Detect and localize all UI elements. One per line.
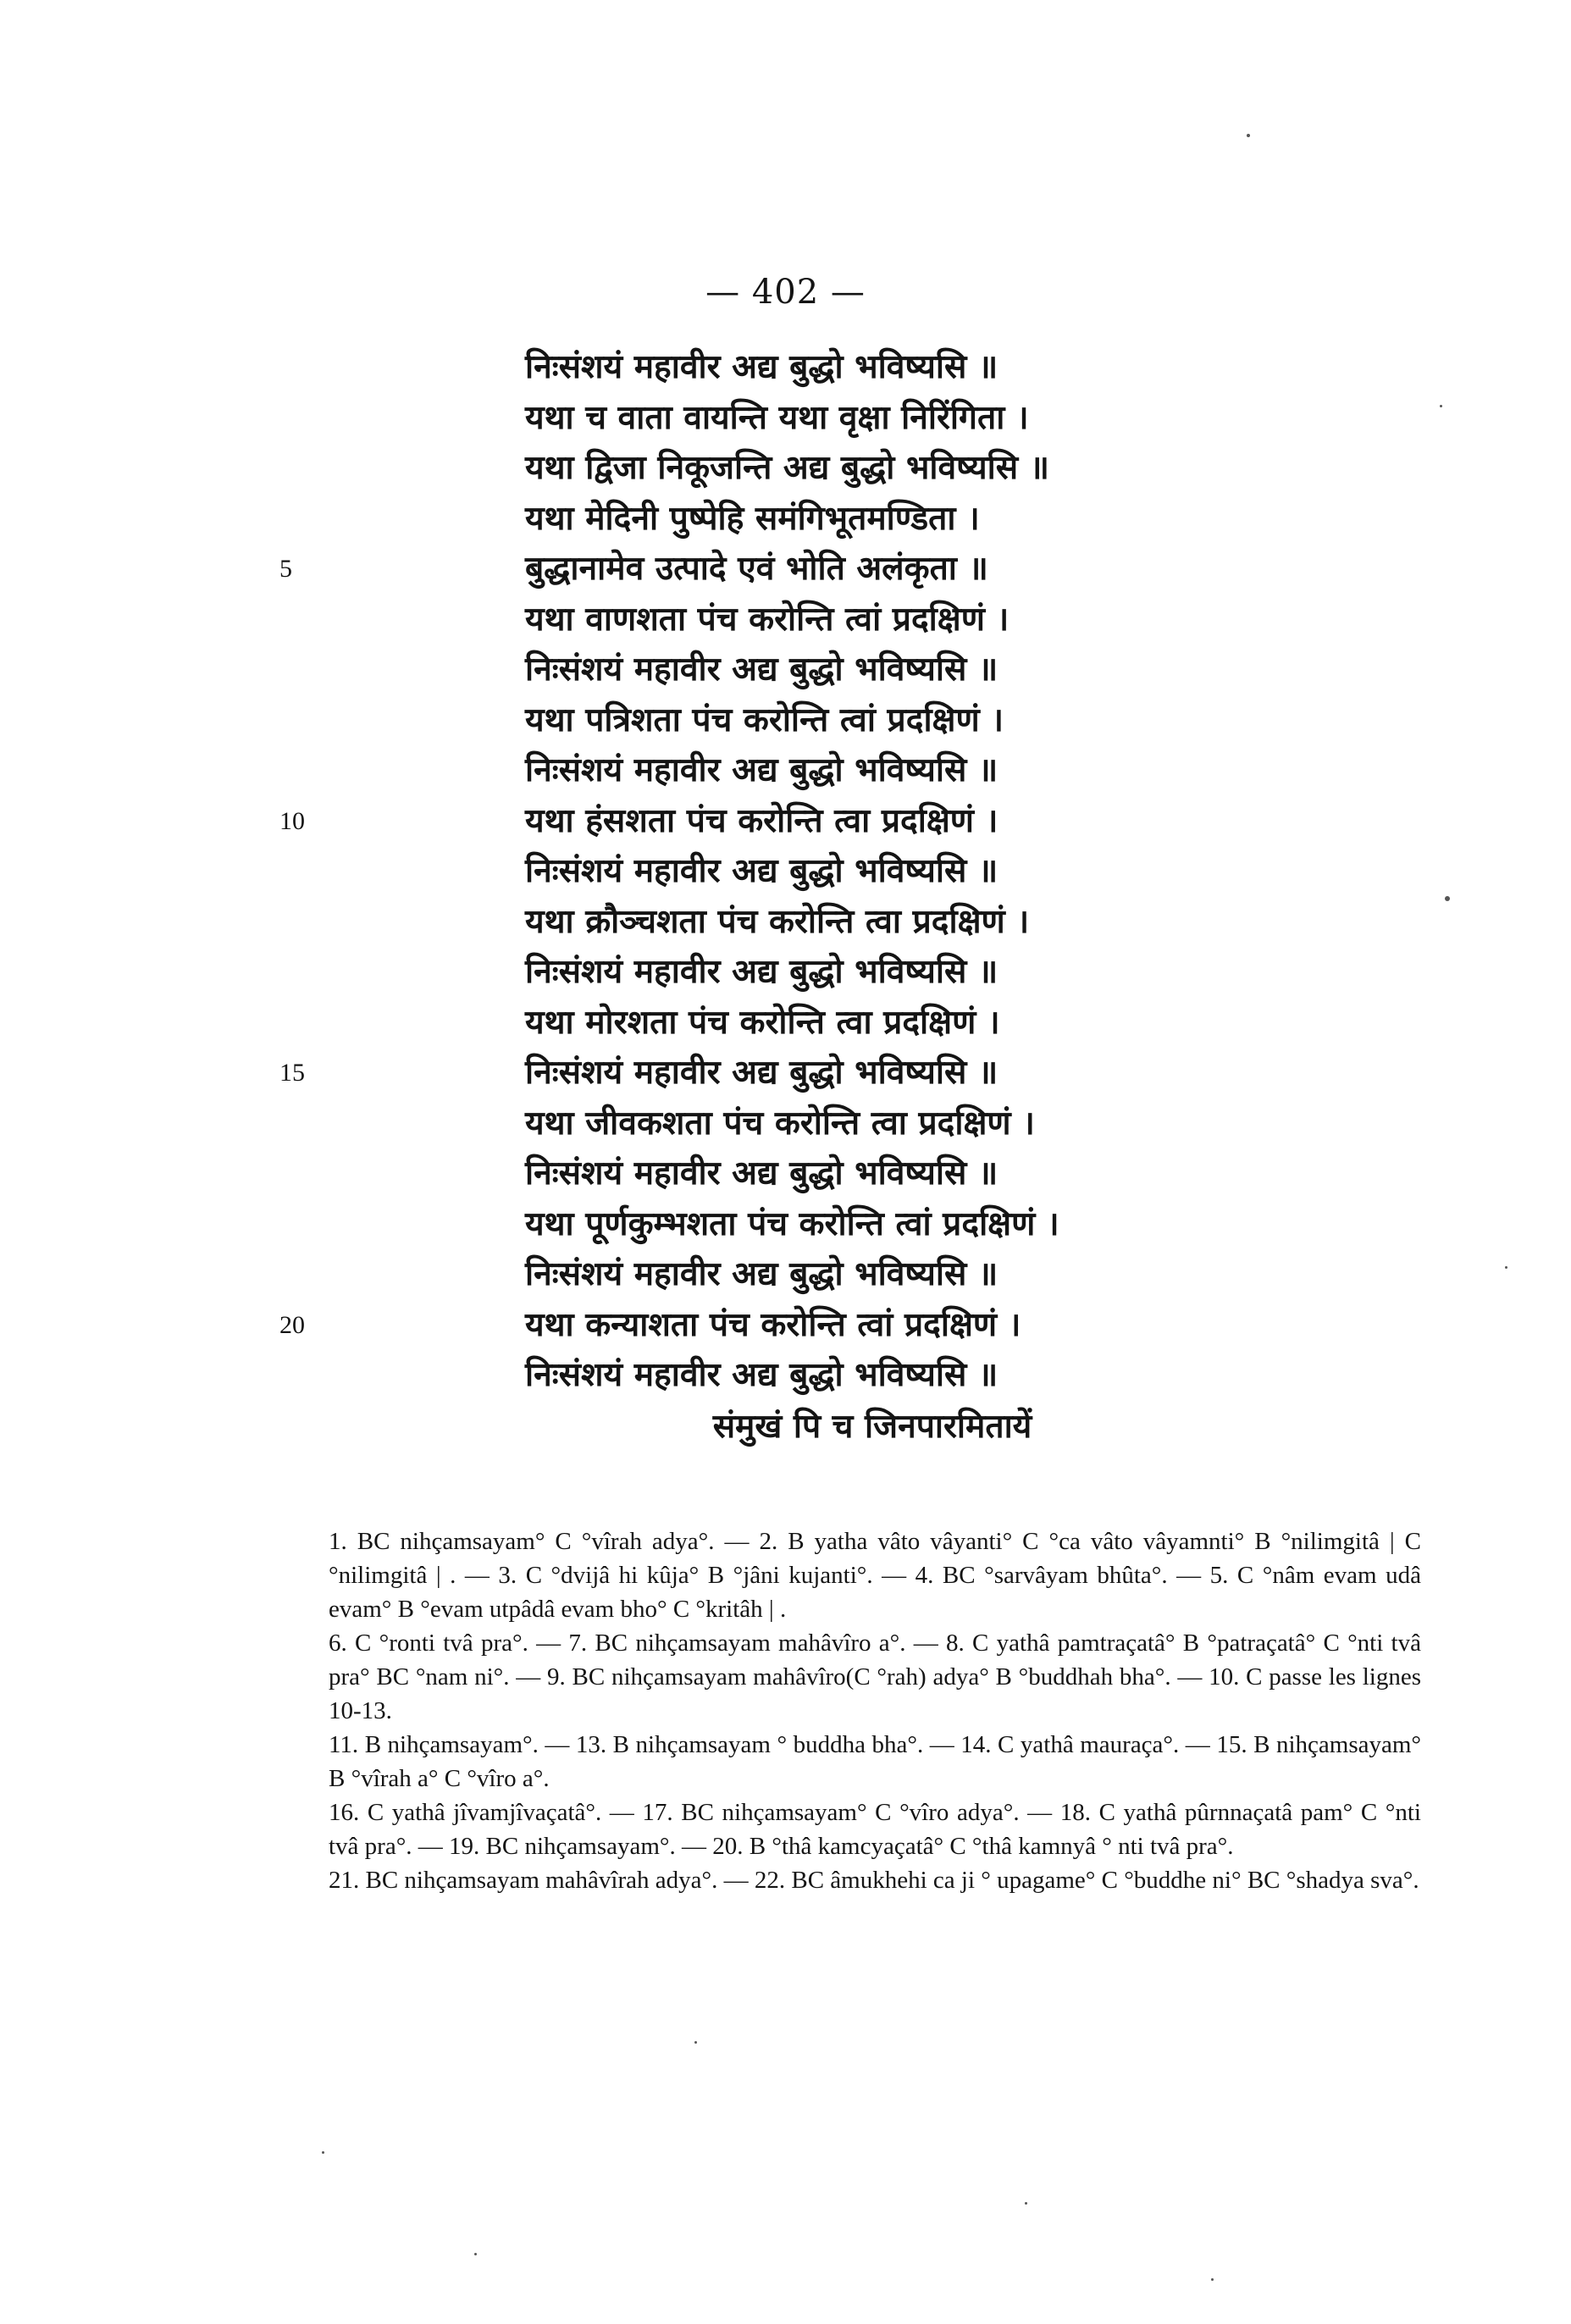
verse-line <box>525 494 1169 545</box>
verse-line <box>525 695 1169 746</box>
verse-line <box>525 393 1169 444</box>
verse-text: यथा जीवकशता पंच करोन्ति त्वा प्रदक्षिणं । <box>525 1104 1035 1143</box>
verse-line <box>525 1249 1169 1300</box>
verse-text: यथा हंसशता पंच करोन्ति त्वा प्रदक्षिणं । <box>525 801 998 840</box>
verse-text: निःसंशयं महावीर अद्य बुद्धो भविष्यसि ॥ <box>525 1356 998 1394</box>
verse-line <box>279 796 1169 847</box>
verse-text: यथा कन्याशता पंच करोन्ति त्वां प्रदक्षिणं । <box>525 1305 1021 1344</box>
verse-line <box>525 1199 1169 1250</box>
verse-text: यथा पूर्णकुम्भशता पंच करोन्ति त्वां प्रदक्षिणं । <box>525 1204 1059 1243</box>
verse-text: यथा क्रौञ्चशता पंच करोन्ति त्वा प्रदक्षिणं । <box>525 902 1030 941</box>
verse-text: निःसंशयं महावीर अद्य बुद्धो भविष्यसि ॥ <box>525 852 998 890</box>
verse-line <box>525 645 1169 695</box>
verse-text: निःसंशयं महावीर अद्य बुद्धो भविष्यसि ॥ <box>525 1054 998 1092</box>
verse-text: यथा मेदिनी पुष्पेहि समंगिभूतमण्डिता । <box>525 499 980 538</box>
verse-line <box>525 947 1169 998</box>
verse-line <box>525 998 1169 1049</box>
verse-text: निःसंशयं महावीर अद्य बुद्धो भविष्यसि ॥ <box>525 650 998 689</box>
verse-line <box>279 1300 1169 1351</box>
verse-line <box>525 1350 1169 1401</box>
verse-line <box>525 443 1169 494</box>
verse-line <box>279 544 1169 595</box>
verse-line <box>525 745 1169 796</box>
footnote-paragraph: 16. C yathâ jîvamjîvaçatâ°. — 17. BC nihçamsayam° C °vîro adya°. — 18. C yathâ pûrnnaçatâ pam° C °nti tvâ pra°. — 19. BC nihçamsayam°. — 20. B °thâ kamcyaçatâ° C °thâ kamnyâ ° nti tvâ pra°. <box>329 1799 1421 1860</box>
verse-line <box>525 897 1169 948</box>
verse-line <box>525 846 1169 897</box>
verse-text: निःसंशयं महावीर अद्य बुद्धो भविष्यसि ॥ <box>525 751 998 789</box>
footnote-paragraph: 6. C °ronti tvâ pra°. — 7. BC nihçamsayam mahâvîro a°. — 8. C yathâ pamtraçatâ° B °patraçatâ° C °nti tvâ pra° BC °nam ni°. — 9. BC nihçamsayam mahâvîro(C °rah) adya° B °buddhah bha°. — 10. C passe les lignes 10-13. <box>329 1630 1421 1724</box>
verse-text: बुद्धानामेव उत्पादे एवं भोति अलंकृता ॥ <box>525 550 988 588</box>
verse-text: यथा पत्रिशता पंच करोन्ति त्वां प्रदक्षिणं । <box>525 700 1004 739</box>
line-number: 10 <box>279 806 305 835</box>
verse-text: यथा द्विजा निकूजन्ति अद्य बुद्धो भविष्यसि ॥ <box>525 449 1050 487</box>
footnote-paragraph: 11. B nihçamsayam°. — 13. B nihçamsayam ° buddha bha°. — 14. C yathâ mauraça°. — 15. B nihçamsayam° B °vîrah a° C °vîro a°. <box>329 1731 1421 1792</box>
colophon: संमुखं पि च जिनपारमितायें <box>712 1407 1032 1446</box>
verse-text: यथा वाणशता पंच करोन्ति त्वां प्रदक्षिणं । <box>525 600 1010 639</box>
verse-line <box>279 1048 1169 1098</box>
page-number: — 402 — <box>705 273 866 312</box>
verse-block <box>279 342 1169 1453</box>
verse-line <box>525 1098 1169 1149</box>
verse-text: निःसंशयं महावीर अद्य बुद्धो भविष्यसि ॥ <box>525 1255 998 1293</box>
verse-text: निःसंशयं महावीर अद्य बुद्धो भविष्यसि ॥ <box>525 953 998 991</box>
verse-text: यथा च वाता वायन्ति यथा वृक्षा निरिंगिता । <box>525 398 1029 437</box>
verse-text: निःसंशयं महावीर अद्य बुद्धो भविष्यसि ॥ <box>525 1154 998 1192</box>
footnote-paragraph: 21. BC nihçamsayam mahâvîrah adya°. — 22. BC âmukhehi ca ji ° upagame° C °buddhe ni° BC °shadya sva°. <box>329 1867 1419 1894</box>
footnote-paragraph: 1. BC nihçamsayam° C °vîrah adya°. — 2. B yatha vâto vâyanti° C °ca vâto vâyamnti° B °nilimgitâ | C °nilimgitâ | . — 3. C °dvijâ hi kûja° B °jâni kujanti°. — 4. BC °sarvâyam bhûta°. — 5. C °nâm evam udâ evam° B °evam utpâdâ evam bho° C °kritâh | . <box>329 1528 1421 1623</box>
verse-line <box>525 1148 1169 1199</box>
verse-line <box>525 342 1169 393</box>
footnotes <box>329 1524 1421 1897</box>
line-number: 5 <box>279 555 292 583</box>
verse-text: निःसंशयं महावीर अद्य बुद्धो भविष्यसि ॥ <box>525 348 998 386</box>
verse-text: यथा मोरशता पंच करोन्ति त्वा प्रदक्षिणं । <box>525 1003 1000 1042</box>
line-number: 20 <box>279 1310 305 1339</box>
line-number: 15 <box>279 1059 305 1087</box>
verse-line <box>525 595 1169 645</box>
